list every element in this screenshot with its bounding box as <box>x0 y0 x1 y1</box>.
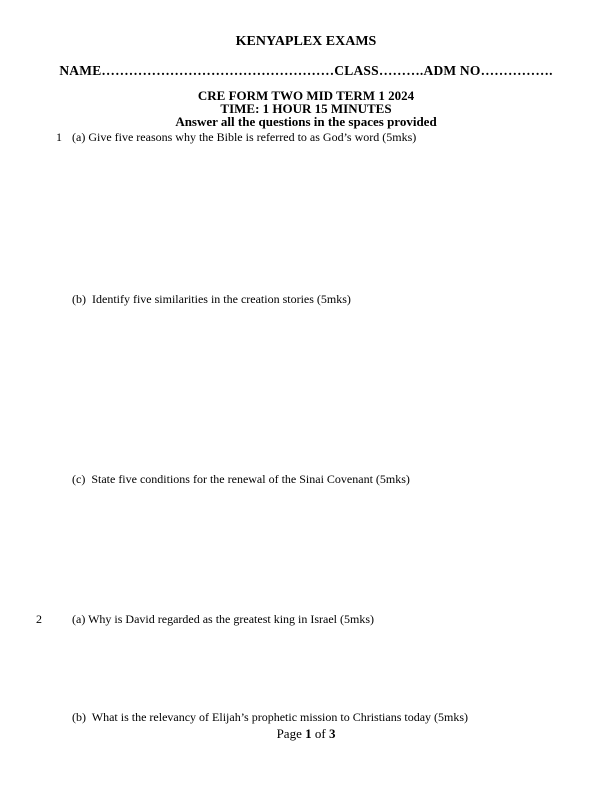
exam-provider-title: KENYAPLEX EXAMS <box>235 34 377 49</box>
footer-page-number: 1 <box>305 726 312 741</box>
question-1b-text: (b) Identify five similarities in the creation stories (5mks) <box>72 292 351 306</box>
question-1c-line <box>0 472 612 488</box>
question-1-number: 1 <box>56 130 62 144</box>
footer-total-pages: 3 <box>328 726 336 741</box>
exam-name-heading: CRE FORM TWO MID TERM 1 2024 <box>197 88 415 103</box>
footer-of-word: of <box>314 726 326 741</box>
name-class-adm-fill-line: NAME……………………………………………CLASS……….ADM NO……………. <box>59 63 553 78</box>
instructions-heading: Answer all the questions in the spaces provided <box>175 114 437 129</box>
question-2a-line <box>0 612 612 628</box>
question-1a-text: (a) Give five reasons why the Bible is referred to as God’s word (5mks) <box>72 130 417 144</box>
question-2a-text: (a) Why is David regarded as the greatest king in Israel (5mks) <box>72 612 375 626</box>
question-1b-line <box>0 292 612 308</box>
question-2-number: 2 <box>36 612 42 626</box>
page-footer <box>0 726 612 741</box>
question-1a-line <box>0 130 612 146</box>
footer-page-word: Page <box>276 726 302 741</box>
question-2b-text: (b) What is the relevancy of Elijah’s prophetic mission to Christians today (5mks) <box>72 710 469 724</box>
question-1c-text: (c) State five conditions for the renewal of the Sinai Covenant (5mks) <box>72 472 410 486</box>
question-2b-line <box>0 710 612 726</box>
time-allocation-heading: TIME: 1 HOUR 15 MINUTES <box>220 101 392 116</box>
